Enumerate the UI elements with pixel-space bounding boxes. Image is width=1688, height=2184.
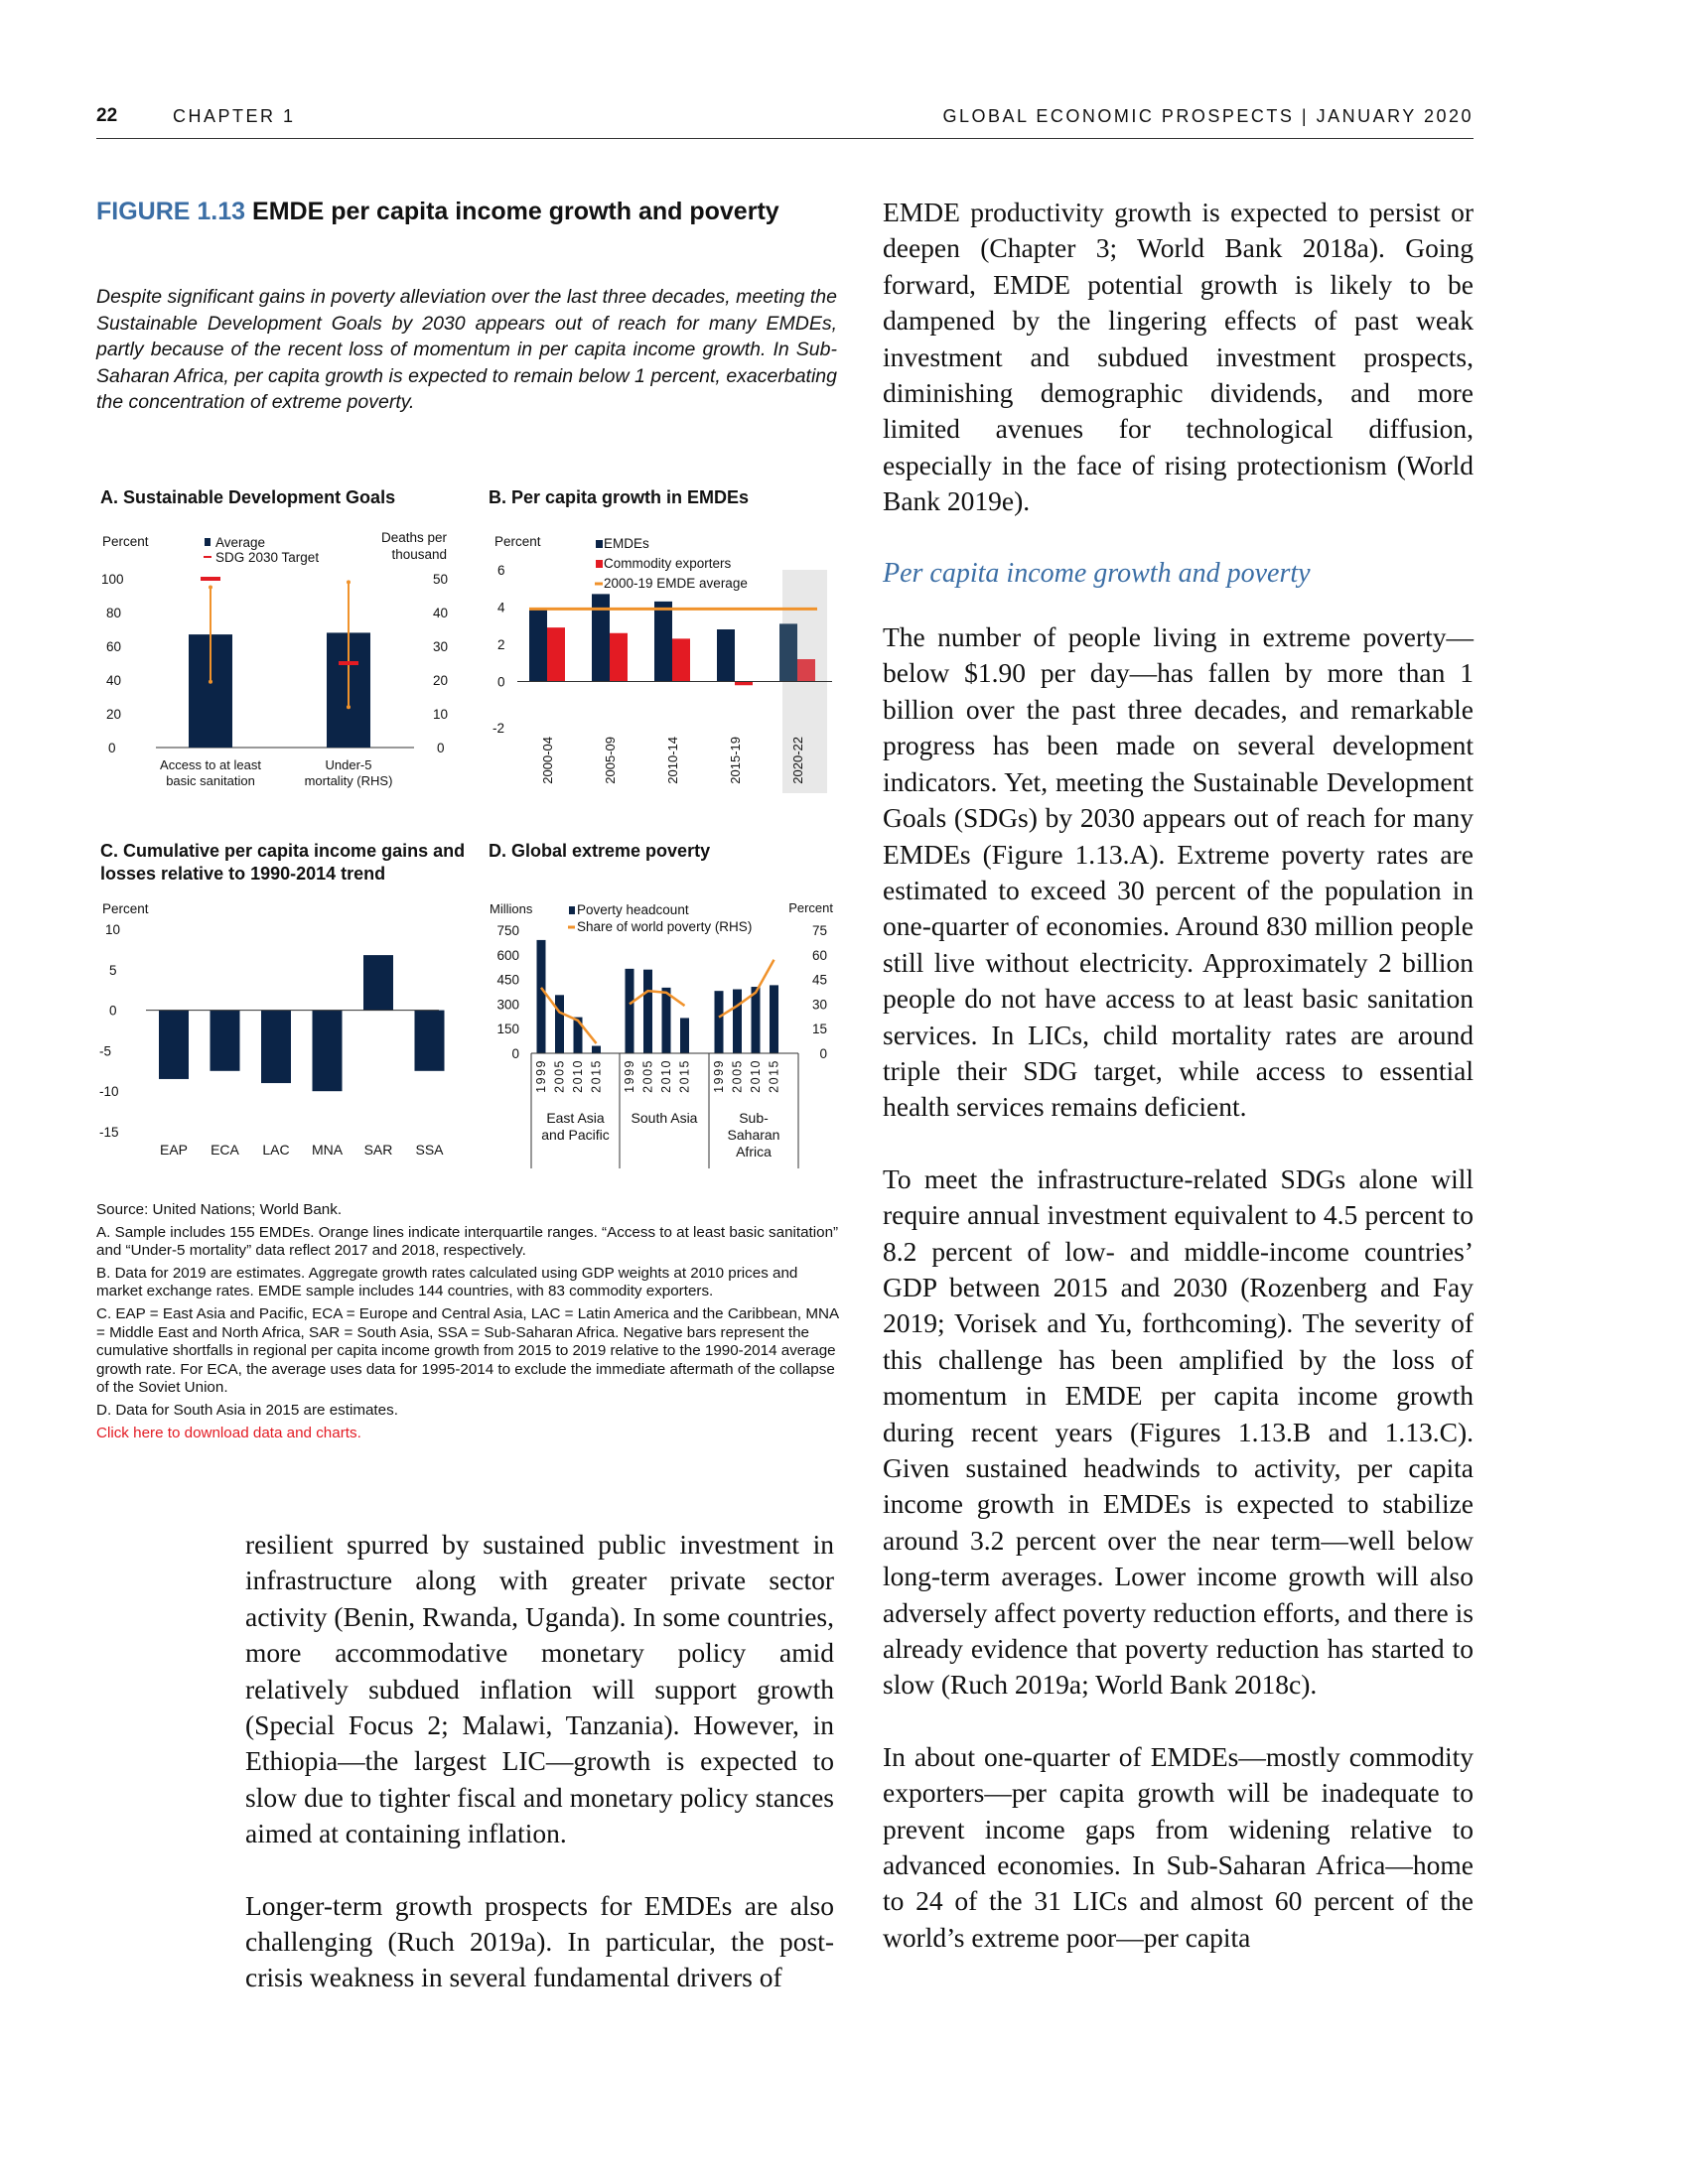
publication-title: GLOBAL ECONOMIC PROSPECTS | JANUARY 2020: [942, 106, 1474, 126]
body-paragraph: In about one-quarter of EMDEs—mostly commodity exporters—per capita growth will be inadequate to prevent income gaps from widening relative to advanced economies. In Sub-Saharan Africa—home to 24 of the 31 LICs and almost 60 percent of the world’s extreme poor—per capita: [883, 1740, 1474, 1953]
y-tick-label: -2: [492, 721, 505, 736]
share-line: [630, 991, 685, 1006]
x-tick-label: 2020-22: [790, 737, 805, 784]
bar-headcount: [537, 940, 546, 1053]
x-tick-label: 2015-19: [728, 737, 743, 784]
y-tick-label: 10: [105, 922, 121, 937]
bar-headcount: [555, 995, 564, 1053]
y2-tick-label: 20: [433, 673, 449, 688]
bar-headcount: [662, 988, 671, 1053]
x-tick-label: 2015: [677, 1059, 692, 1093]
panel-c-title: C. Cumulative per capita income gains and losses relative to 1990-2014 trend: [100, 841, 466, 884]
chart-a: [96, 516, 454, 799]
download-data-link[interactable]: Click here to download data and charts.: [96, 1424, 361, 1441]
bar-commodity: [547, 627, 565, 681]
x-tick-label: 2010: [749, 1059, 763, 1093]
note-d: D. Data for South Asia in 2015 are estimates.: [96, 1401, 398, 1419]
y-tick-label: 0: [497, 674, 505, 690]
y2-tick-label: 75: [811, 923, 827, 938]
section-heading: Per capita income growth and poverty: [883, 557, 1311, 589]
x-tick-label: 2010: [571, 1059, 585, 1093]
body-paragraph: To meet the infrastructure-related SDGs alone will require annual investment equivalent to 4.5 percent to 8.2 percent of low- and middle-income countries’ GDP between 2015 and 2030 (Rozenberg and Fay 2019; Vorisek and Yu, forthcoming). The severity of this challenge has been amplified by the loss of momentum in EMDE per capita income growth during recent years (Figures 1.13.B and 1.13.C). Given sustained headwinds to activity, per capita income growth in EMDEs is expected to stabilize around 3.2 percent over the near term—well below long-term averages. Lower income growth will also adversely affect poverty reduction efforts, and there is already evidence that poverty reduction has started to slow (Ruch 2019a; World Bank 2018c).: [883, 1162, 1474, 1701]
figure-title-text: EMDE per capita income growth and poverty: [252, 198, 779, 225]
bar: [313, 1011, 343, 1092]
panel-a-title: A. Sustainable Development Goals: [100, 487, 396, 507]
x-tick-label: Under-5: [325, 757, 372, 772]
y2-axis-label: Percent: [788, 900, 833, 915]
y-tick-label: 5: [109, 962, 117, 978]
figure-subtitle: Despite significant gains in poverty alleviation over the last three decades, meeting the Sustainable Development Goals by 2030 appears out of reach for many EMDEs, partly because of the recent loss of momentum in per capita income growth. In Sub-Saharan Africa, per capita growth is expected to remain below 1 percent, exacerbating the concentration of extreme poverty.: [96, 286, 837, 413]
bar-headcount: [626, 969, 634, 1053]
group-label: Sub-: [739, 1110, 769, 1126]
bar: [415, 1011, 445, 1071]
figure-notes: [96, 1201, 841, 1446]
bar-headcount: [770, 985, 778, 1053]
y2-tick-label: 45: [811, 972, 827, 988]
bar: [159, 1011, 189, 1079]
y2-tick-label: 50: [433, 572, 449, 587]
body-paragraph: resilient spurred by sustained public investment in infrastructure along with greater private sector activity (Benin, Rwanda, Uganda). In some countries, more accommodative monetary policy amid relatively subdued inflation will support growth (Special Focus 2; Malawi, Tanzania). However, in Ethiopia—the largest LIC—growth is expected to slow due to tighter fiscal and monetary policy stances aimed at containing inflation.: [245, 1529, 834, 1849]
y-axis-label: Percent: [102, 901, 149, 916]
x-tick-label: 2005: [730, 1059, 745, 1093]
x-tick-label: 2010: [659, 1059, 673, 1093]
chart-b: [490, 516, 842, 799]
bar-headcount: [643, 970, 652, 1053]
bar: [261, 1011, 291, 1083]
legend-headcount-swatch: [569, 906, 575, 914]
y-tick-label: 150: [496, 1022, 519, 1037]
bar-emdes: [779, 623, 797, 681]
left-column-text: [245, 1527, 834, 2032]
bar-emdes: [592, 594, 610, 681]
y2-tick-label: 30: [433, 639, 449, 654]
bar-headcount: [592, 1046, 601, 1053]
bar-emdes: [717, 629, 735, 682]
panel-d-title: D. Global extreme poverty: [489, 841, 711, 861]
share-line: [719, 960, 774, 1018]
y-tick-label: 0: [109, 1003, 117, 1019]
x-tick-label: ECA: [211, 1142, 239, 1158]
bar-headcount: [733, 990, 742, 1053]
bar-headcount: [752, 987, 761, 1053]
chart-d: [490, 851, 842, 1168]
legend-emdes-label: EMDEs: [604, 536, 649, 551]
legend-target-label: SDG 2030 Target: [215, 550, 320, 565]
bar-emdes: [529, 609, 547, 681]
legend-average-label: 2000-19 EMDE average: [604, 576, 748, 591]
y2-tick-label: 30: [811, 997, 827, 1013]
body-paragraph: The number of people living in extreme poverty—below $1.90 per day—has fallen by more than 1 billion over the past three decades, and remarkable progress has been made on several development indicators. Yet, meeting the Sustainable Development Goals (SDGs) by 2030 appears out of reach for many EMDEs (Figure 1.13.A). Extreme poverty rates are estimated to exceed 30 percent of the population in one-quarter of economies. Around 830 million people still live without electricity. Approximately 2 billion people do not have access to at least basic sanitation services. In LICs, child mortality rates are around triple their SDG target, while access to essential health services remains deficient.: [883, 621, 1474, 1123]
iqr-cap: [209, 680, 212, 684]
chart-c: [96, 851, 454, 1168]
y-axis-label: Percent: [102, 534, 149, 549]
x-tick-label: MNA: [311, 1142, 344, 1158]
bar: [211, 1011, 240, 1071]
iqr-cap: [347, 580, 351, 584]
bar: [363, 955, 393, 1010]
x-tick-label: SAR: [363, 1142, 393, 1158]
legend-average-swatch: [205, 538, 211, 546]
x-tick-label: EAP: [159, 1142, 189, 1158]
x-tick-label: 2010-14: [665, 737, 680, 784]
group-label: and Pacific: [541, 1127, 610, 1143]
y2-tick-label: 10: [433, 707, 449, 722]
target-marker: [201, 577, 220, 581]
x-tick-label: Access to at least: [160, 757, 261, 772]
note-a: A. Sample includes 155 EMDEs. Orange lines indicate interquartile ranges. “Access to at least basic sanitation” and “Under-5 mortality” data reflect 2017 and 2018, respectively.: [96, 1223, 839, 1260]
y2-tick-label: 60: [811, 947, 827, 963]
y2-tick-label: 40: [433, 606, 449, 620]
y-axis-label: Percent: [494, 534, 541, 549]
x-tick-label: 2015: [589, 1059, 604, 1093]
header-rule: [96, 138, 1474, 139]
x-tick-label: 1999: [712, 1059, 726, 1093]
y-tick-label: 2: [497, 637, 505, 652]
group-label: Africa: [736, 1144, 772, 1160]
bar-commodity: [735, 682, 753, 686]
y2-tick-label: 0: [819, 1046, 827, 1061]
group-label: East Asia: [546, 1110, 605, 1126]
y2-tick-label: 0: [437, 741, 445, 755]
y-tick-label: 60: [106, 639, 122, 654]
y-tick-label: 20: [106, 707, 122, 722]
x-tick-label: SSA: [415, 1142, 444, 1158]
group-label: South Asia: [631, 1110, 698, 1126]
y2-axis-label: thousand: [391, 547, 447, 562]
x-tick-label: 2005: [552, 1059, 567, 1093]
bar-commodity: [672, 638, 690, 681]
y-tick-label: 100: [101, 572, 124, 587]
y2-tick-label: 15: [811, 1022, 827, 1037]
x-tick-label: LAC: [262, 1142, 290, 1158]
y-tick-label: 450: [496, 972, 519, 988]
legend-target-swatch: [204, 556, 211, 558]
figure-label: FIGURE 1.13: [96, 198, 246, 225]
page-number: 22: [96, 105, 118, 126]
legend-average-label: Average: [215, 535, 266, 550]
y-tick-label: -10: [99, 1084, 119, 1100]
figure-title: [96, 196, 841, 227]
target-marker: [339, 661, 358, 665]
legend-headcount-label: Poverty headcount: [577, 902, 689, 917]
bar-headcount: [715, 991, 724, 1053]
x-tick-label: 2005-09: [603, 737, 618, 784]
y-tick-label: 6: [497, 563, 505, 578]
y-tick-label: 600: [496, 947, 519, 963]
x-tick-label: 1999: [623, 1059, 636, 1093]
x-tick-label: 2005: [640, 1059, 655, 1093]
x-tick-label: 2000-04: [540, 737, 555, 784]
x-tick-label: 1999: [534, 1059, 548, 1093]
legend-share-label: Share of world poverty (RHS): [577, 919, 753, 934]
y-tick-label: -15: [99, 1125, 119, 1140]
y-axis-label: Millions: [490, 901, 533, 916]
x-tick-label: 2015: [767, 1059, 781, 1093]
note-c: C. EAP = East Asia and Pacific, ECA = Europe and Central Asia, LAC = Latin America and the Caribbean, MNA = Middle East and North Africa, SAR = South Asia, SSA = Sub-Saharan Africa. Negative bars represent the cumulative shortfalls in regional per capita income growth from 2015 to 2019 relative to the 1990-2014 average growth rate. For ECA, the average uses data for 1995-2014 to exclude the immediate aftermath of the collapse of the Soviet Union.: [96, 1304, 839, 1397]
body-paragraph: EMDE productivity growth is expected to persist or deepen (Chapter 3; World Bank 2018a). Going forward, EMDE potential growth is likely to be dampened by the lingering effects of past weak investment and subdued investment prospects, diminishing demographic dividends, and more limited avenues for technological diffusion, especially in the face of rising protectionism (World Bank 2019e).: [883, 197, 1474, 517]
chapter-label: CHAPTER 1: [173, 106, 296, 126]
y-tick-label: 300: [496, 997, 519, 1013]
note-b: B. Data for 2019 are estimates. Aggregate growth rates calculated using GDP weights at 2010 prices and market exchange rates. EMDE sample includes 144 countries, with 83 commodity exporters.: [96, 1264, 798, 1300]
note-source: Source: United Nations; World Bank.: [96, 1201, 343, 1218]
y-tick-label: 40: [106, 673, 122, 688]
x-tick-label: mortality (RHS): [304, 773, 393, 788]
y-tick-label: -5: [99, 1043, 112, 1059]
group-label: Saharan: [727, 1127, 780, 1143]
bar-commodity: [610, 633, 628, 682]
iqr-cap: [347, 705, 351, 709]
y-tick-label: 750: [496, 923, 519, 938]
legend-commodity-label: Commodity exporters: [604, 556, 732, 571]
iqr-cap: [209, 586, 212, 590]
y-tick-label: 4: [497, 600, 505, 615]
y-tick-label: 0: [108, 741, 116, 755]
legend-emdes-swatch: [596, 540, 603, 548]
y-tick-label: 80: [106, 606, 122, 620]
share-line: [541, 988, 597, 1043]
y-tick-label: 0: [511, 1046, 519, 1061]
bar-emdes: [654, 602, 672, 682]
right-column-text: [883, 195, 1474, 1991]
bar-headcount: [680, 1018, 689, 1053]
legend-commodity-swatch: [596, 560, 603, 568]
panel-b-title: B. Per capita growth in EMDEs: [489, 487, 750, 507]
bar-commodity: [797, 659, 815, 682]
x-tick-label: basic sanitation: [166, 773, 255, 788]
body-paragraph: Longer-term growth prospects for EMDEs are also challenging (Ruch 2019a). In particular, the post-crisis weakness in several fundamental drivers of: [245, 1889, 834, 1993]
y2-axis-label: Deaths per: [380, 530, 447, 545]
